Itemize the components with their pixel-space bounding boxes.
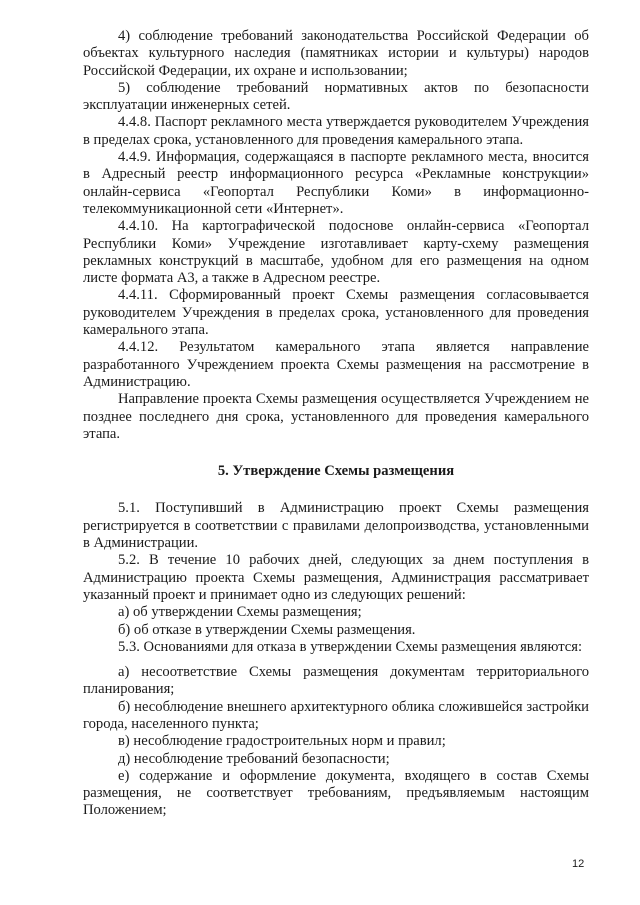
paragraph-5-1: 5.1. Поступивший в Администрацию проект Схемы размещения регистрируется в соответствии с правилами делопроизводства, установленными в Администрации. [83,500,589,552]
paragraph-4-4-9: 4.4.9. Информация, содержащаяся в паспорте рекламного места, вносится в Адресный реестр информационного ресурса «Рекламные конструкции» онлайн-сервиса «Геопортал Республики Коми» в информационно-телекоммуникационной сети «Интернет». [83,149,589,217]
paragraph-item-5: 5) соблюдение требований нормативных актов по безопасности эксплуатации инженерных сетей. [83,79,589,114]
paragraph-decision-a: а) об утверждении Схемы размещения; [118,604,362,621]
paragraph-reason-e: е) содержание и оформление документа, входящего в состав Схемы размещения, не соответствует требованиям, предъявляемым настоящим Положением; [83,767,589,819]
paragraph-4-4-8: 4.4.8. Паспорт рекламного места утверждается руководителем Учреждения в пределах срока, установленного для проведения камерального этапа. [83,114,589,148]
paragraph-reason-d: д) несоблюдение требований безопасности; [118,750,390,767]
paragraph-decision-b: б) об отказе в утверждении Схемы размещения. [118,621,416,638]
paragraph-4-4-11: 4.4.11. Сформированный проект Схемы размещения согласовывается руководителем Учреждения в пределах срока, установленного для проведения камерального этапа. [83,287,589,339]
paragraph-5-2: 5.2. В течение 10 рабочих дней, следующих за днем поступления в Администрацию проекта Схемы размещения, Администрация рассматривает указанный проект и принимает одно из следующих решений: [83,552,589,603]
paragraph-4-4-10: 4.4.10. На картографической подоснове онлайн-сервиса «Геопортал Республики Коми» Учреждение изготавливает карту-схему размещения рекламных конструкций в масштабе, удобном для его размещения на одном листе формата А3, а также в Адресном реестре. [83,218,589,287]
paragraph-reason-b: б) несоблюдение внешнего архитектурного облика сложившейся застройки города, населенного пункта; [83,698,589,732]
page-number: 12 [572,858,585,870]
paragraph-reason-a: а) несоответствие Схемы размещения документам территориального планирования; [83,664,589,698]
section-heading: 5. Утверждение Схемы размещения [217,463,455,480]
paragraph-5-3: 5.3. Основаниями для отказа в утверждении Схемы размещения являются: [118,638,582,655]
document-page [83,28,589,820]
paragraph-4-4-12: 4.4.12. Результатом камерального этапа является направление разработанного Учреждением проекта Схемы размещения на рассмотрение в Администрацию. [83,339,589,390]
paragraph-reason-v: в) несоблюдение градостроительных норм и правил; [118,733,446,750]
paragraph-direction: Направление проекта Схемы размещения осуществляется Учреждением не позднее последнего дня срока, установленного для проведения камерального этапа. [83,391,589,442]
paragraph-item-4: 4) соблюдение требований законодательства Российской Федерации об объектах культурного наследия (памятниках истории и культуры) народов Российской Федерации, их охране и использовании; [83,28,589,79]
